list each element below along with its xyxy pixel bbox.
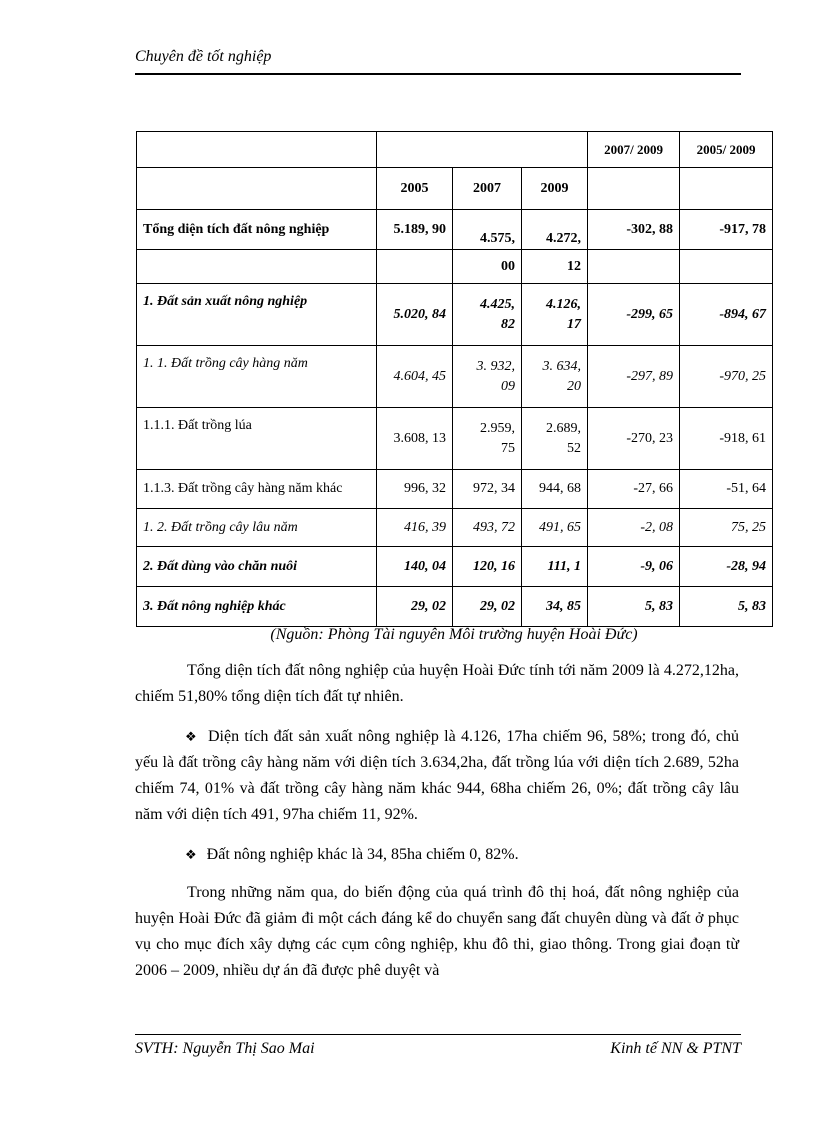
bullet-text: Diện tích đất sản xuất nông nghiệp là 4.126, 17ha chiếm 96, 58%; trong đó, chủ yếu là đất trồng cây hàng năm với diện tích 3.634,2ha, đất trồng lúa với diện tích 2.689, 52ha chiếm 74, 01% và đất trồng cây hàng năm khác 944, 68ha chiếm 26, 0%; đất trồng cây lâu năm với diện tích 491, 97ha chiếm 11, 92%. xyxy=(135,728,740,823)
cell-ratio-2: -918, 61 xyxy=(680,408,773,470)
cell-ratio-1: -9, 06 xyxy=(588,547,680,587)
cell-2007: 972, 34 xyxy=(453,470,522,509)
cell-2007: 493, 72 xyxy=(453,509,522,547)
header-ratio-1: 2007/ 2009 xyxy=(588,132,680,168)
table-row xyxy=(137,587,773,627)
header-ratio-2: 2005/ 2009 xyxy=(680,132,773,168)
table-source-caption: (Nguồn: Phòng Tài nguyên Môi trường huyện Hoài Đức) xyxy=(270,626,638,643)
footer-author: SVTH: Nguyễn Thị Sao Mai xyxy=(135,1040,315,1057)
paragraph-urbanization: Trong những năm qua, do biến động của quá trình đô thị hoá, đất nông nghiệp của huyện Hoài Đức đã giảm đi một cách đáng kể do chuyển sang đất chuyên dùng và đất ở phục vụ cho mục đích xây dựng các cụm công nghiệp, khu đô thi, giao thông. Trong giai đoạn từ 2006 – 2009, nhiều dự án đã được phê duyệt và xyxy=(135,884,739,979)
table-row xyxy=(137,346,773,408)
cell-ratio-1: -270, 23 xyxy=(588,408,680,470)
cell-2009: 111, 1 xyxy=(522,547,588,587)
cell-2005: 3.608, 13 xyxy=(377,408,453,470)
land-use-table xyxy=(136,131,773,627)
cell-2005: 416, 39 xyxy=(377,509,453,547)
table-row-total-cont xyxy=(137,250,773,284)
bullet-text: Đất nông nghiệp khác là 34, 85ha chiếm 0, 82%. xyxy=(206,846,519,863)
bullet-other-land xyxy=(135,842,739,868)
table-row xyxy=(137,509,773,547)
cell-2009: 491, 65 xyxy=(522,509,588,547)
cell-ratio-1: 5, 83 xyxy=(588,587,680,627)
cell-2005: 140, 04 xyxy=(377,547,453,587)
cell-ratio-1: -297, 89 xyxy=(588,346,680,408)
header-year-2005: 2005 xyxy=(377,168,453,210)
row-label: 1. 2. Đất trồng cây lâu năm xyxy=(137,509,377,547)
cell-2009-cont: 12 xyxy=(522,250,588,284)
row-label: 1. 1. Đất trồng cây hàng năm xyxy=(137,346,377,408)
cell-ratio-2: 5, 83 xyxy=(680,587,773,627)
cell-2009: 944, 68 xyxy=(522,470,588,509)
table-row xyxy=(137,408,773,470)
cell-ratio-2: -917, 78 xyxy=(680,210,773,250)
diamond-bullet-icon: ❖ xyxy=(185,729,198,744)
cell-ratio-2: -28, 94 xyxy=(680,547,773,587)
cell-2009: 4.126, 17 xyxy=(522,284,588,346)
bullet-production-land xyxy=(135,724,739,828)
cell-2007-cont: 00 xyxy=(453,250,522,284)
table-row xyxy=(137,470,773,509)
row-label: 1.1.3. Đất trồng cây hàng năm khác xyxy=(137,470,377,509)
document-header: Chuyên đề tốt nghiệp xyxy=(135,48,272,65)
cell-2005: 5.189, 90 xyxy=(377,210,453,250)
cell-ratio-1: -2, 08 xyxy=(588,509,680,547)
cell-2009: 2.689, 52 xyxy=(522,408,588,470)
header-divider xyxy=(135,73,741,75)
cell-ratio-2: -970, 25 xyxy=(680,346,773,408)
row-label: Tổng diện tích đất nông nghiệp xyxy=(137,210,377,250)
table-row-total xyxy=(137,210,773,250)
cell-ratio-2: -894, 67 xyxy=(680,284,773,346)
cell-2007: 2.959, 75 xyxy=(453,408,522,470)
cell-2005: 4.604, 45 xyxy=(377,346,453,408)
cell-2009: 34, 85 xyxy=(522,587,588,627)
cell-ratio-1: -27, 66 xyxy=(588,470,680,509)
cell-2005: 5.020, 84 xyxy=(377,284,453,346)
header-year-2007: 2007 xyxy=(453,168,522,210)
cell-2007: 120, 16 xyxy=(453,547,522,587)
cell-2009: 3. 634, 20 xyxy=(522,346,588,408)
header-year-2009: 2009 xyxy=(522,168,588,210)
cell-2007: 29, 02 xyxy=(453,587,522,627)
diamond-bullet-icon: ❖ xyxy=(185,847,197,862)
table-header-row xyxy=(137,132,773,168)
row-label: 1. Đất sản xuất nông nghiệp xyxy=(137,284,377,346)
row-label: 3. Đất nông nghiệp khác xyxy=(137,587,377,627)
row-label: 2. Đất dùng vào chăn nuôi xyxy=(137,547,377,587)
cell-2009: 4.272, xyxy=(522,210,588,250)
table-row xyxy=(137,547,773,587)
cell-2005: 29, 02 xyxy=(377,587,453,627)
cell-ratio-2: 75, 25 xyxy=(680,509,773,547)
cell-2007: 4.575, xyxy=(453,210,522,250)
cell-2005: 996, 32 xyxy=(377,470,453,509)
cell-2007: 4.425, 82 xyxy=(453,284,522,346)
paragraph-total-area: Tổng diện tích đất nông nghiệp của huyện Hoài Đức tính tới năm 2009 là 4.272,12ha, chiếm 51,80% tổng diện tích đất tự nhiên. xyxy=(135,662,739,705)
row-label: 1.1.1. Đất trồng lúa xyxy=(137,408,377,470)
cell-ratio-2: -51, 64 xyxy=(680,470,773,509)
cell-ratio-1: -299, 65 xyxy=(588,284,680,346)
cell-ratio-1: -302, 88 xyxy=(588,210,680,250)
footer-department: Kinh tế NN & PTNT xyxy=(610,1040,741,1057)
cell-2007: 3. 932, 09 xyxy=(453,346,522,408)
table-row xyxy=(137,284,773,346)
table-years-row xyxy=(137,168,773,210)
footer-divider xyxy=(135,1034,741,1035)
